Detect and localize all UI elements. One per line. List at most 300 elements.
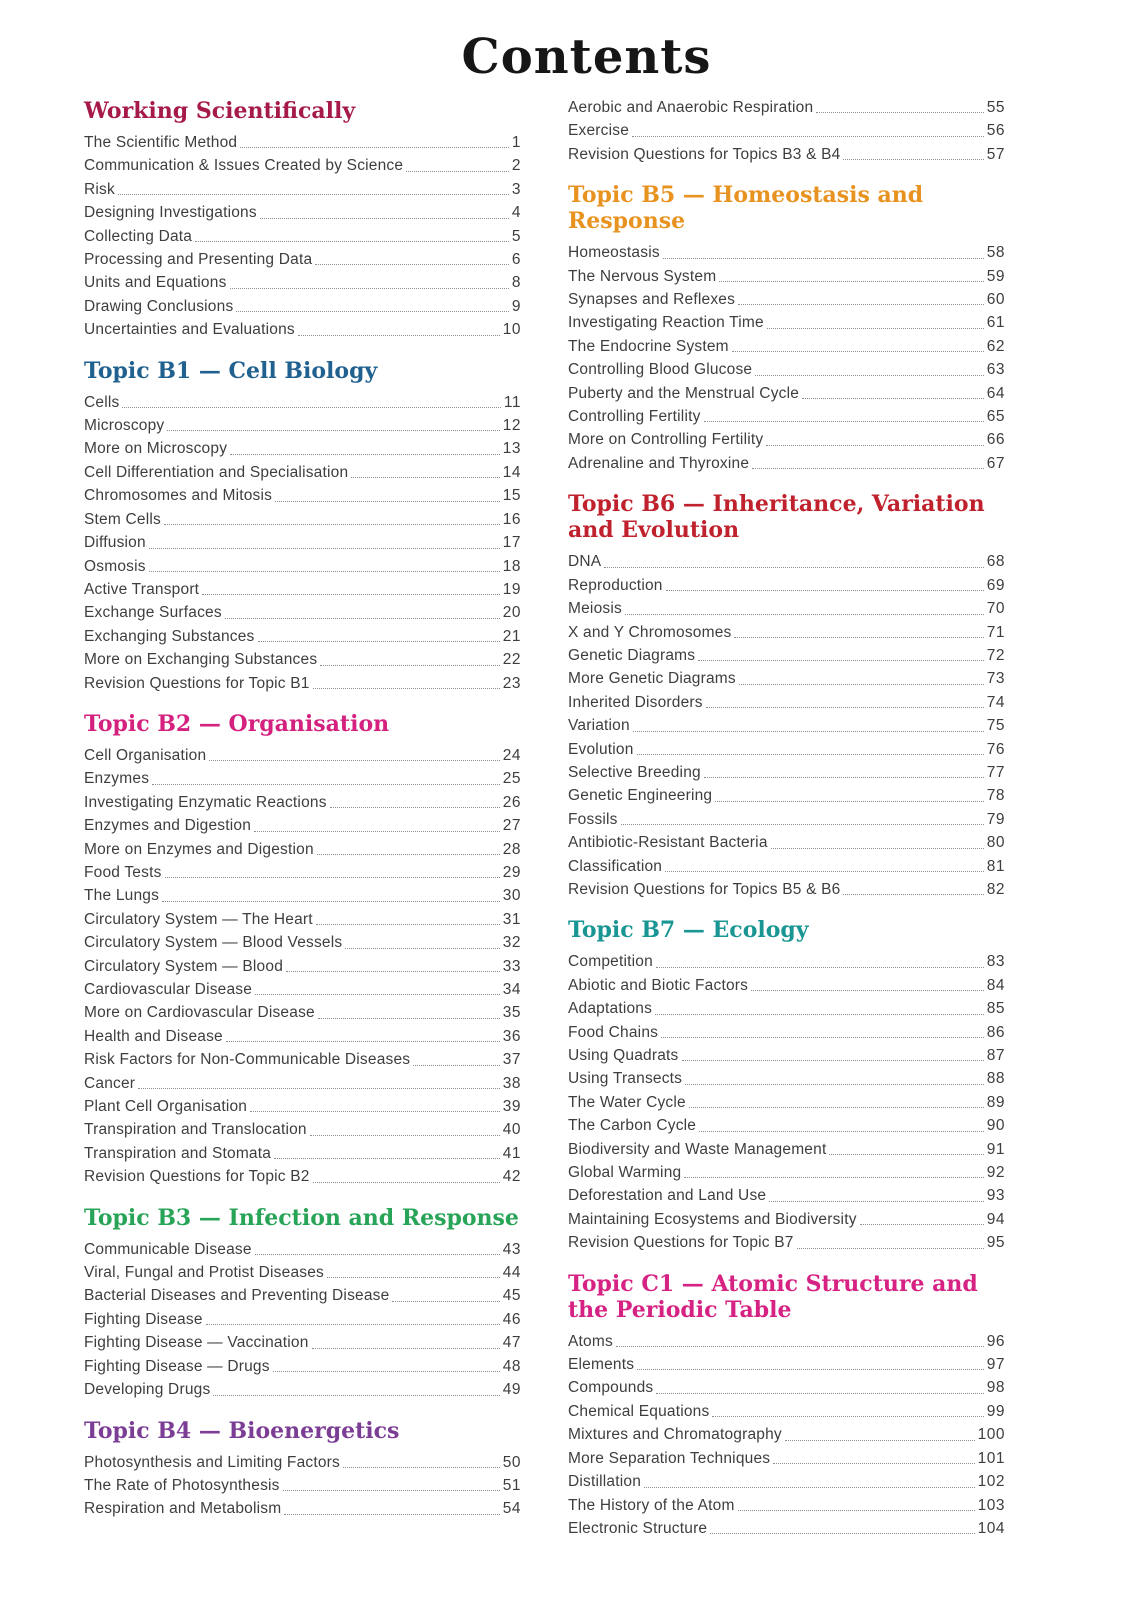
- leader-dots: [755, 375, 984, 376]
- leader-dots: [313, 1182, 500, 1183]
- toc-entry: [84, 318, 521, 341]
- entry-label: The Rate of Photosynthesis: [84, 1476, 280, 1494]
- toc-entry: [84, 1451, 521, 1474]
- entry-label: Transpiration and Translocation: [84, 1121, 307, 1139]
- leader-dots: [206, 1324, 500, 1325]
- entry-label: Cell Differentiation and Specialisation: [84, 463, 349, 481]
- entry-label: The Scientific Method: [84, 134, 238, 151]
- entry-page-number: 101: [977, 1449, 1005, 1467]
- toc-entry: [568, 950, 1005, 973]
- leader-dots: [226, 1041, 500, 1042]
- toc-entry: [84, 578, 521, 601]
- leader-dots: [843, 894, 983, 895]
- entry-page-number: 3: [511, 180, 521, 198]
- entry-page-number: 11: [503, 393, 521, 411]
- entry-label: Adaptations: [568, 1000, 653, 1018]
- entry-label: Revision Questions for Topic B7: [568, 1234, 794, 1252]
- toc-entry: [84, 908, 521, 931]
- entry-page-number: 58: [986, 244, 1005, 262]
- entry-page-number: 93: [986, 1187, 1005, 1205]
- toc-entry: [84, 201, 521, 224]
- leader-dots: [283, 1490, 500, 1491]
- entry-page-number: 23: [502, 674, 521, 692]
- leader-dots: [152, 784, 500, 785]
- toc-entry: [84, 1238, 521, 1261]
- leader-dots: [255, 1254, 500, 1255]
- entry-label: The History of the Atom: [568, 1496, 735, 1514]
- leader-dots: [258, 641, 500, 642]
- leader-dots: [286, 971, 500, 972]
- toc-entry: [568, 808, 1005, 831]
- leader-dots: [230, 454, 500, 455]
- entry-page-number: 1: [511, 134, 521, 151]
- toc-entry: [84, 1308, 521, 1331]
- toc-entry: [568, 382, 1005, 405]
- leader-dots: [698, 660, 984, 661]
- entry-page-number: 41: [502, 1144, 521, 1162]
- leader-dots: [684, 1177, 983, 1178]
- entry-label: Risk: [84, 180, 115, 198]
- leader-dots: [661, 1037, 984, 1038]
- toc-entry: [568, 691, 1005, 714]
- entry-page-number: 100: [977, 1426, 1005, 1444]
- leader-dots: [273, 1371, 500, 1372]
- entry-page-number: 102: [977, 1473, 1005, 1491]
- entry-page-number: 56: [986, 122, 1005, 140]
- toc-entry: [568, 1091, 1005, 1114]
- entry-label: Variation: [568, 717, 630, 735]
- leader-dots: [320, 665, 499, 666]
- leader-dots: [298, 335, 500, 336]
- entry-label: Abiotic and Biotic Factors: [568, 976, 749, 994]
- entry-label: Atoms: [568, 1332, 613, 1350]
- toc-entry: [568, 761, 1005, 784]
- toc-entry: [84, 248, 521, 271]
- entry-label: Inherited Disorders: [568, 693, 703, 711]
- entry-label: Photosynthesis and Limiting Factors: [84, 1453, 340, 1471]
- leader-dots: [706, 707, 984, 708]
- entry-page-number: 96: [986, 1332, 1005, 1350]
- entry-label: Developing Drugs: [84, 1381, 211, 1399]
- entry-page-number: 73: [986, 670, 1005, 688]
- entry-label: Controlling Blood Glucose: [568, 361, 753, 379]
- entry-page-number: 95: [986, 1234, 1005, 1252]
- entry-page-number: 47: [502, 1334, 521, 1352]
- leader-dots: [255, 994, 500, 995]
- toc-entry: [84, 1072, 521, 1095]
- entry-page-number: 84: [986, 976, 1005, 994]
- toc-entry: [84, 271, 521, 294]
- entry-page-number: 2: [511, 157, 521, 175]
- entry-label: Exchange Surfaces: [84, 604, 222, 622]
- entry-label: Selective Breeding: [568, 763, 701, 781]
- toc-entry: [84, 625, 521, 648]
- leader-dots: [164, 524, 500, 525]
- leader-dots: [318, 1018, 500, 1019]
- leader-dots: [195, 241, 509, 242]
- section-heading-topic-b3: Topic B3 — Infection and Response: [84, 1204, 519, 1231]
- leader-dots: [751, 990, 984, 991]
- entry-page-number: 6: [511, 251, 521, 269]
- entry-page-number: 17: [502, 534, 521, 552]
- toc-entry: [568, 1114, 1005, 1137]
- toc-entry: [84, 791, 521, 814]
- leader-dots: [802, 398, 984, 399]
- column-right: [568, 96, 1005, 1540]
- entry-label: Cells: [84, 393, 120, 411]
- entry-label: Controlling Fertility: [568, 408, 701, 426]
- entry-label: More on Enzymes and Digestion: [84, 840, 314, 858]
- entry-label: Reproduction: [568, 576, 663, 594]
- entry-label: More on Microscopy: [84, 440, 228, 458]
- entry-label: Enzymes and Digestion: [84, 817, 252, 835]
- entry-label: Collecting Data: [84, 227, 193, 245]
- entry-page-number: 92: [986, 1164, 1005, 1182]
- toc-entry: [84, 461, 521, 484]
- toc-entry: [568, 311, 1005, 334]
- toc-entry: [84, 884, 521, 907]
- toc-entry: [568, 667, 1005, 690]
- entry-label: More Genetic Diagrams: [568, 670, 736, 688]
- entry-page-number: 104: [977, 1519, 1005, 1537]
- toc-entry: [84, 955, 521, 978]
- entry-page-number: 9: [511, 297, 521, 315]
- leader-dots: [327, 1277, 500, 1278]
- toc-entry: [84, 978, 521, 1001]
- entry-page-number: 48: [502, 1357, 521, 1375]
- entry-page-number: 80: [986, 834, 1005, 852]
- entry-page-number: 85: [986, 1000, 1005, 1018]
- toc-entry: [568, 997, 1005, 1020]
- toc-entry: [84, 1378, 521, 1401]
- entry-page-number: 12: [502, 417, 521, 435]
- entry-page-number: 14: [502, 463, 521, 481]
- entry-label: The Lungs: [84, 887, 160, 905]
- toc-entry: [568, 621, 1005, 644]
- section-heading-topic-b1: Topic B1 — Cell Biology: [84, 357, 378, 384]
- entry-page-number: 21: [502, 627, 521, 645]
- leader-dots: [769, 1201, 984, 1202]
- toc-entry: [568, 1044, 1005, 1067]
- entry-label: The Nervous System: [568, 267, 717, 285]
- entry-label: Using Transects: [568, 1070, 683, 1088]
- entry-page-number: 67: [986, 454, 1005, 472]
- entry-label: Circulatory System — Blood Vessels: [84, 934, 343, 952]
- toc-entry: [84, 391, 521, 414]
- entry-label: Processing and Presenting Data: [84, 251, 313, 269]
- leader-dots: [616, 1346, 984, 1347]
- leader-dots: [345, 948, 499, 949]
- entry-page-number: 89: [986, 1093, 1005, 1111]
- leader-dots: [317, 854, 500, 855]
- toc-entry: [84, 672, 521, 695]
- toc-entry: [568, 428, 1005, 451]
- toc-entry: [568, 358, 1005, 381]
- entry-label: Revision Questions for Topic B2: [84, 1168, 310, 1186]
- entry-label: Active Transport: [84, 580, 200, 598]
- entry-page-number: 4: [511, 204, 521, 222]
- leader-dots: [715, 801, 983, 802]
- entry-page-number: 10: [502, 321, 521, 339]
- toc-entry: [568, 1021, 1005, 1044]
- toc-entry: [568, 1184, 1005, 1207]
- entry-label: Fighting Disease — Drugs: [84, 1357, 270, 1375]
- entry-page-number: 97: [986, 1356, 1005, 1374]
- entry-label: Revision Questions for Topics B5 & B6: [568, 880, 841, 898]
- leader-dots: [632, 136, 984, 137]
- leader-dots: [644, 1487, 975, 1488]
- entry-label: Viral, Fungal and Protist Diseases: [84, 1264, 324, 1282]
- entry-label: Circulatory System — The Heart: [84, 910, 313, 928]
- entry-label: Adrenaline and Thyroxine: [568, 454, 750, 472]
- leader-dots: [773, 1463, 974, 1464]
- entry-label: Aerobic and Anaerobic Respiration: [568, 99, 814, 116]
- toc-entry: [568, 1470, 1005, 1493]
- entry-page-number: 83: [986, 953, 1005, 971]
- entry-label: Deforestation and Land Use: [568, 1187, 767, 1205]
- entry-label: DNA: [568, 553, 602, 571]
- leader-dots: [739, 684, 984, 685]
- leader-dots: [860, 1224, 984, 1225]
- entry-page-number: 5: [511, 227, 521, 245]
- leader-dots: [230, 288, 509, 289]
- entry-label: The Endocrine System: [568, 337, 729, 355]
- entry-page-number: 62: [986, 337, 1005, 355]
- toc-entry: [84, 1355, 521, 1378]
- section-heading-topic-c1: Topic C1 — Atomic Structure and the Periodic Table: [568, 1270, 978, 1323]
- entry-page-number: 90: [986, 1117, 1005, 1135]
- toc-entry: [568, 644, 1005, 667]
- entry-page-number: 51: [502, 1476, 521, 1494]
- leader-dots: [316, 924, 500, 925]
- toc-entry: [568, 288, 1005, 311]
- entry-label: Drawing Conclusions: [84, 297, 234, 315]
- entry-page-number: 60: [986, 291, 1005, 309]
- entry-page-number: 16: [502, 510, 521, 528]
- leader-dots: [149, 548, 500, 549]
- entry-label: Chemical Equations: [568, 1402, 710, 1420]
- toc-entry: [568, 574, 1005, 597]
- leader-dots: [604, 567, 983, 568]
- leader-dots: [738, 1510, 975, 1511]
- toc-entry: [84, 838, 521, 861]
- leader-dots: [315, 264, 509, 265]
- entry-page-number: 29: [502, 863, 521, 881]
- entry-label: Antibiotic-Resistant Bacteria: [568, 834, 768, 852]
- toc-entry: [84, 508, 521, 531]
- entry-label: Cell Organisation: [84, 746, 207, 764]
- entry-label: Genetic Diagrams: [568, 646, 696, 664]
- entry-label: X and Y Chromosomes: [568, 623, 732, 641]
- toc-entry: [84, 131, 521, 154]
- toc-entry: [84, 1284, 521, 1307]
- toc-entry: [84, 437, 521, 460]
- entry-label: More Separation Techniques: [568, 1449, 771, 1467]
- entry-label: Biodiversity and Waste Management: [568, 1140, 827, 1158]
- leader-dots: [240, 147, 509, 148]
- entry-page-number: 30: [502, 887, 521, 905]
- entry-label: More on Exchanging Substances: [84, 651, 318, 669]
- toc-entry: [84, 531, 521, 554]
- leader-dots: [665, 871, 984, 872]
- leader-dots: [785, 1440, 975, 1441]
- toc-entry: [568, 265, 1005, 288]
- leader-dots: [213, 1395, 499, 1396]
- entry-page-number: 91: [986, 1140, 1005, 1158]
- leader-dots: [666, 590, 984, 591]
- entry-page-number: 13: [502, 440, 521, 458]
- entry-label: Communicable Disease: [84, 1240, 252, 1258]
- entry-page-number: 57: [986, 145, 1005, 163]
- entry-page-number: 31: [502, 910, 521, 928]
- entry-label: Classification: [568, 857, 663, 875]
- toc-entry: [568, 597, 1005, 620]
- toc-entry: [568, 974, 1005, 997]
- entry-page-number: 37: [502, 1051, 521, 1069]
- toc-entry: [568, 452, 1005, 475]
- entry-label: Evolution: [568, 740, 634, 758]
- entry-page-number: 40: [502, 1121, 521, 1139]
- entry-page-number: 82: [986, 880, 1005, 898]
- entry-label: Microscopy: [84, 417, 165, 435]
- toc-entry: [568, 784, 1005, 807]
- leader-dots: [621, 824, 984, 825]
- entry-page-number: 43: [502, 1240, 521, 1258]
- toc-entry: [84, 1474, 521, 1497]
- entry-page-number: 44: [502, 1264, 521, 1282]
- toc-entry: [568, 241, 1005, 264]
- entry-page-number: 86: [986, 1023, 1005, 1041]
- leader-dots: [699, 1131, 984, 1132]
- entry-label: Distillation: [568, 1473, 642, 1491]
- toc-entry: [84, 814, 521, 837]
- leader-dots: [312, 1348, 500, 1349]
- leader-dots: [343, 1467, 500, 1468]
- toc-entry: [568, 1208, 1005, 1231]
- toc-entry: [84, 1025, 521, 1048]
- entry-page-number: 71: [986, 623, 1005, 641]
- toc-entry: [568, 831, 1005, 854]
- entry-page-number: 32: [502, 934, 521, 952]
- leader-dots: [663, 258, 984, 259]
- leader-dots: [689, 1107, 984, 1108]
- section-heading-topic-b5: Topic B5 — Homeostasis and Response: [568, 182, 924, 235]
- entry-page-number: 98: [986, 1379, 1005, 1397]
- toc-entry: [568, 1447, 1005, 1470]
- leader-dots: [236, 311, 508, 312]
- entry-label: Enzymes: [84, 770, 150, 788]
- entry-page-number: 22: [502, 651, 521, 669]
- entry-page-number: 99: [986, 1402, 1005, 1420]
- leader-dots: [162, 901, 500, 902]
- leader-dots: [330, 807, 500, 808]
- entry-page-number: 25: [502, 770, 521, 788]
- contents-columns: [84, 96, 1089, 1540]
- toc-entry: [568, 714, 1005, 737]
- toc-entry: [84, 601, 521, 624]
- entry-label: Diffusion: [84, 534, 146, 552]
- entry-page-number: 79: [986, 810, 1005, 828]
- entry-label: Food Tests: [84, 863, 162, 881]
- toc-entry: [568, 878, 1005, 901]
- leader-dots: [209, 760, 499, 761]
- entry-page-number: 78: [986, 787, 1005, 805]
- toc-entry: [568, 1231, 1005, 1254]
- entry-label: Food Chains: [568, 1023, 659, 1041]
- toc-entry: [568, 1353, 1005, 1376]
- toc-entry: [84, 178, 521, 201]
- entry-page-number: 77: [986, 763, 1005, 781]
- leader-dots: [797, 1248, 984, 1249]
- toc-entry: [84, 295, 521, 318]
- leader-dots: [656, 1393, 983, 1394]
- leader-dots: [712, 1416, 983, 1417]
- entry-label: Electronic Structure: [568, 1519, 708, 1537]
- entry-page-number: 88: [986, 1070, 1005, 1088]
- toc-entry: [84, 1331, 521, 1354]
- entry-label: Meiosis: [568, 600, 622, 618]
- leader-dots: [637, 754, 984, 755]
- leader-dots: [284, 1514, 499, 1515]
- toc-entry: [568, 1517, 1005, 1540]
- leader-dots: [843, 159, 983, 160]
- leader-dots: [250, 1111, 500, 1112]
- entry-label: Designing Investigations: [84, 204, 257, 222]
- entry-page-number: 70: [986, 600, 1005, 618]
- entry-page-number: 27: [502, 817, 521, 835]
- leader-dots: [734, 637, 983, 638]
- leader-dots: [406, 171, 509, 172]
- toc-entry: [568, 96, 1005, 119]
- leader-dots: [310, 1135, 500, 1136]
- entry-page-number: 87: [986, 1047, 1005, 1064]
- entry-page-number: 15: [502, 487, 521, 505]
- entry-label: The Water Cycle: [568, 1093, 686, 1111]
- entry-label: Respiration and Metabolism: [84, 1500, 282, 1518]
- entry-page-number: 19: [502, 580, 521, 598]
- column-left: [84, 96, 521, 1540]
- entry-label: Cancer: [84, 1074, 136, 1092]
- section-heading-topic-b2: Topic B2 — Organisation: [84, 710, 390, 737]
- entry-label: Fossils: [568, 810, 618, 828]
- entry-page-number: 33: [502, 957, 521, 975]
- entry-page-number: 26: [502, 793, 521, 811]
- entry-label: More on Controlling Fertility: [568, 431, 764, 449]
- entry-page-number: 61: [986, 314, 1005, 332]
- toc-entry: [84, 1142, 521, 1165]
- entry-page-number: 36: [502, 1027, 521, 1045]
- entry-page-number: 49: [502, 1381, 521, 1399]
- leader-dots: [752, 468, 984, 469]
- entry-label: The Carbon Cycle: [568, 1117, 697, 1135]
- entry-page-number: 94: [986, 1210, 1005, 1228]
- leader-dots: [732, 351, 984, 352]
- entry-label: Health and Disease: [84, 1027, 223, 1045]
- entry-label: Global Warming: [568, 1164, 682, 1182]
- toc-entry: [84, 555, 521, 578]
- entry-label: Fighting Disease — Vaccination: [84, 1334, 309, 1352]
- entry-page-number: 24: [502, 746, 521, 764]
- entry-page-number: 54: [502, 1500, 521, 1518]
- leader-dots: [392, 1301, 499, 1302]
- entry-label: Compounds: [568, 1379, 654, 1397]
- entry-page-number: 72: [986, 646, 1005, 664]
- section-heading-topic-b4: Topic B4 — Bioenergetics: [84, 1417, 400, 1444]
- toc-entry: [568, 738, 1005, 761]
- entry-page-number: 28: [502, 840, 521, 858]
- toc-entry: [568, 335, 1005, 358]
- entry-label: Fighting Disease: [84, 1310, 203, 1328]
